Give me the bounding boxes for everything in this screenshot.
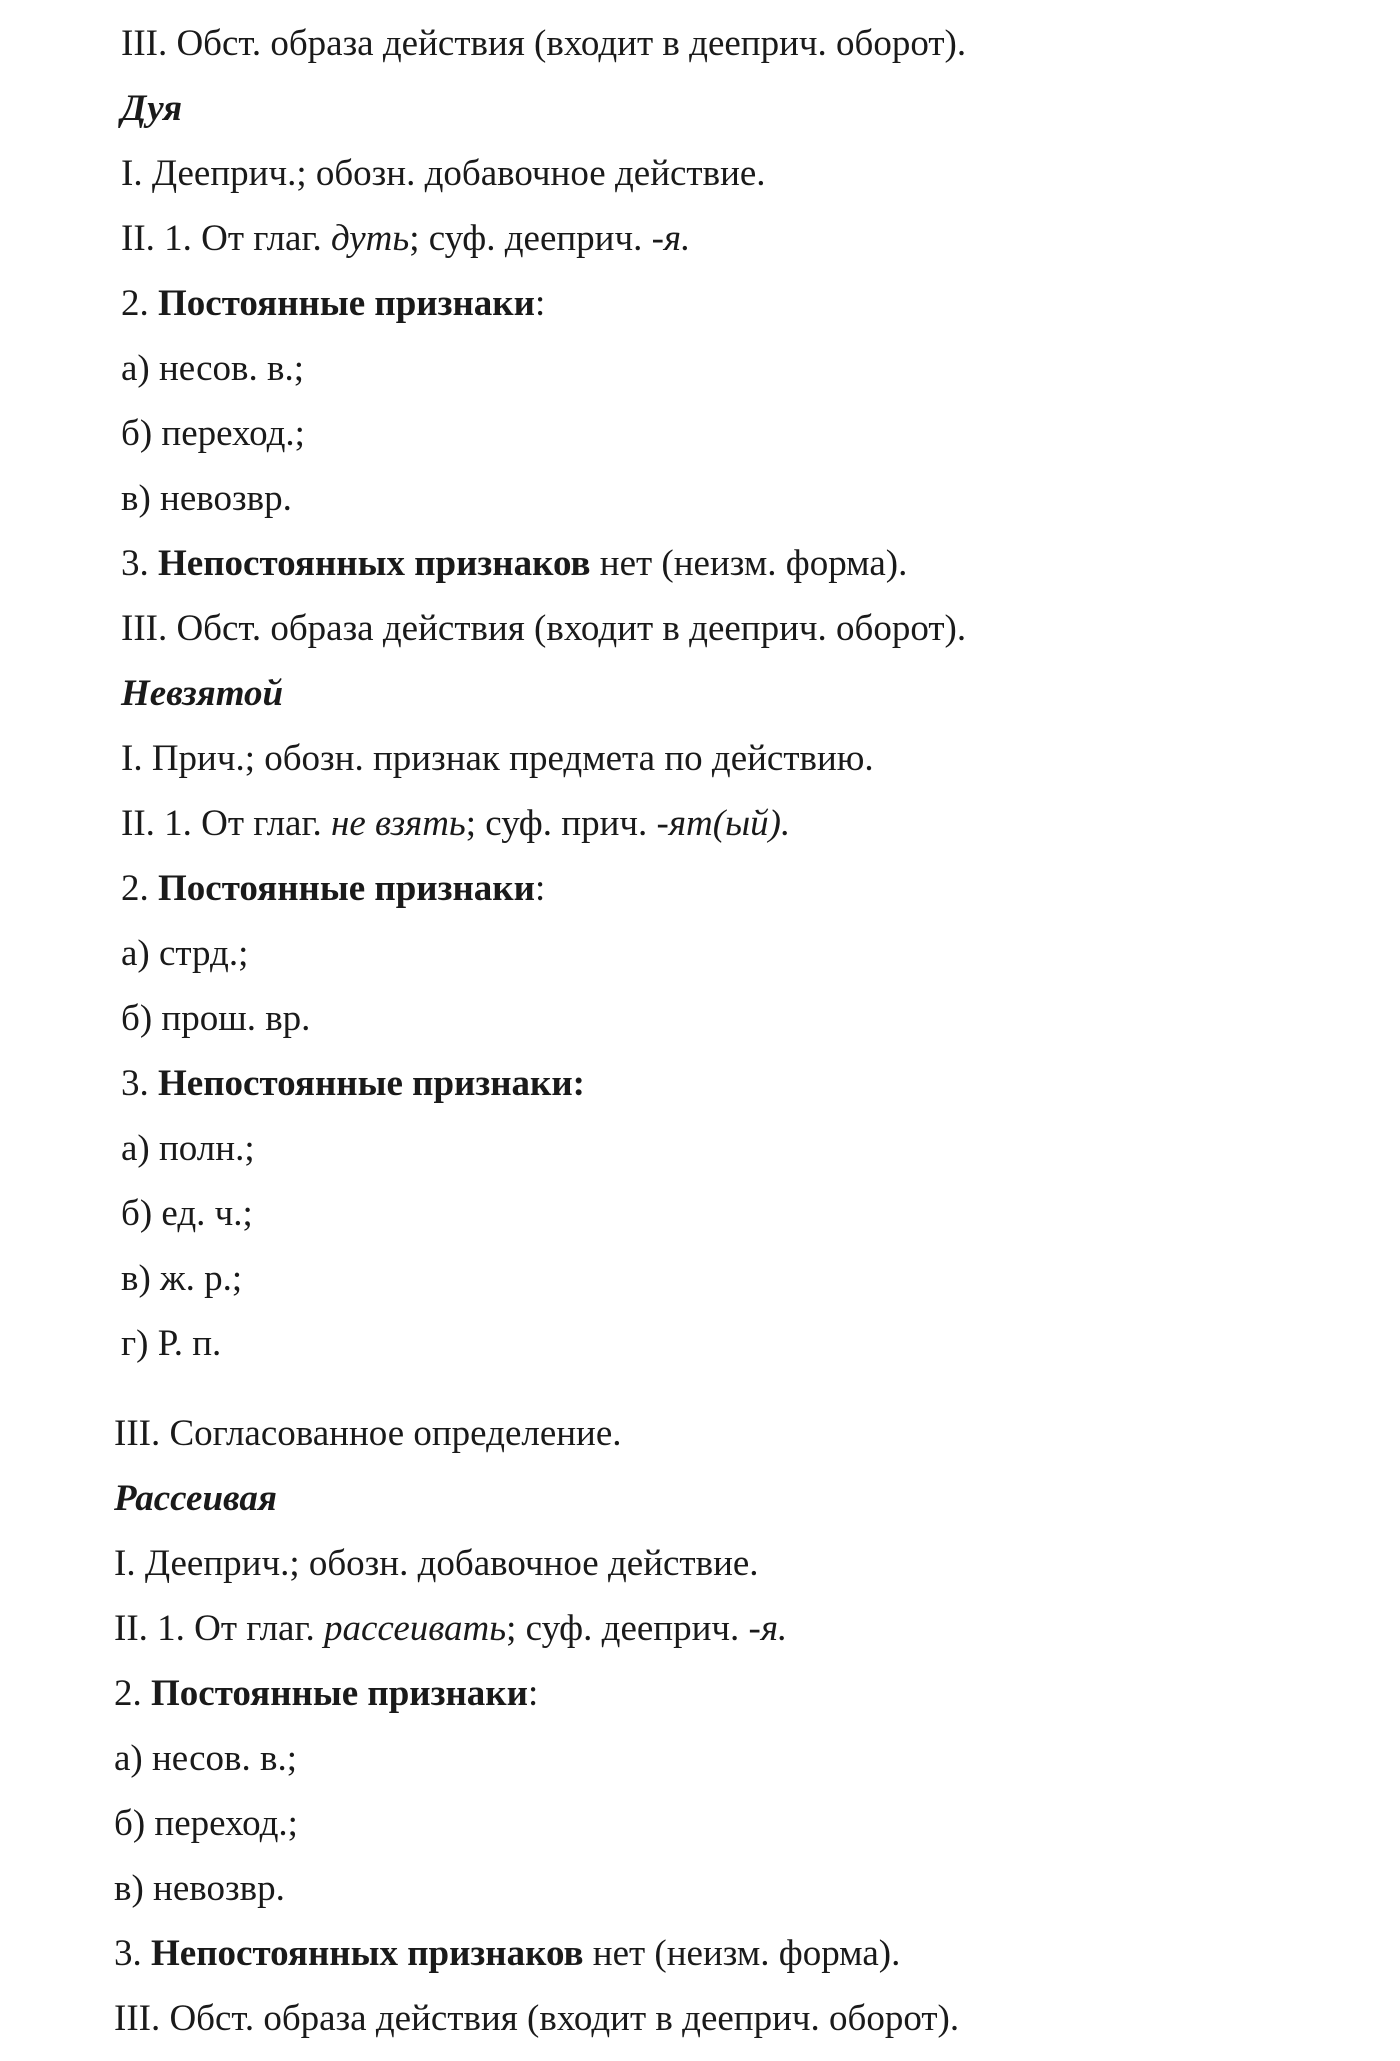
part-of-speech-line: I. Прич.; обозн. признак предмета по действию.	[121, 738, 874, 779]
feature-item: б) прош. вр.	[121, 998, 311, 1039]
constant-features-heading: 2. Постоянные признаки:	[114, 1673, 539, 1714]
syntactic-role-line: III. Согласованное определение.	[114, 1413, 622, 1454]
variable-features-line: 3. Непостоянных признаков нет (неизм. форма).	[114, 1933, 901, 1974]
feature-item: г) Р. п.	[121, 1323, 222, 1364]
origin-line: II. 1. От глаг. дуть; суф. дееприч. -я.	[121, 218, 691, 259]
feature-item: б) ед. ч.;	[121, 1193, 253, 1234]
feature-item: а) полн.;	[121, 1128, 255, 1169]
feature-item: в) ж. р.;	[121, 1258, 243, 1299]
origin-line: II. 1. От глаг. рассеивать; суф. дееприч. -я.	[114, 1608, 788, 1649]
feature-item: в) невозвр.	[114, 1868, 285, 1909]
constant-features-heading: 2. Постоянные признаки:	[121, 868, 546, 909]
feature-item: а) несов. в.;	[121, 348, 305, 389]
previous-analysis-role-line: III. Обст. образа действия (входит в дееприч. оборот).	[121, 23, 967, 64]
feature-item: б) переход.;	[114, 1803, 298, 1844]
constant-features-heading: 2. Постоянные признаки:	[121, 283, 546, 324]
part-of-speech-line: I. Дееприч.; обозн. добавочное действие.	[121, 153, 766, 194]
feature-item: а) несов. в.;	[114, 1738, 298, 1779]
word-heading-rasseivaya: Рассеивая	[114, 1478, 277, 1519]
syntactic-role-line: III. Обст. образа действия (входит в дееприч. оборот).	[121, 608, 967, 649]
variable-features-heading: 3. Непостоянные признаки:	[121, 1063, 585, 1104]
feature-item: а) стрд.;	[121, 933, 249, 974]
variable-features-line: 3. Непостоянных признаков нет (неизм. форма).	[121, 543, 908, 584]
word-heading-duya: Дуя	[121, 88, 183, 129]
word-heading-nevzyatoy: Невзятой	[121, 673, 284, 714]
part-of-speech-line: I. Дееприч.; обозн. добавочное действие.	[114, 1543, 759, 1584]
origin-line: II. 1. От глаг. не взять; суф. прич. -ят(ый).	[121, 803, 791, 844]
feature-item: б) переход.;	[121, 413, 305, 454]
feature-item: в) невозвр.	[121, 478, 292, 519]
syntactic-role-line: III. Обст. образа действия (входит в дееприч. оборот).	[114, 1998, 960, 2039]
